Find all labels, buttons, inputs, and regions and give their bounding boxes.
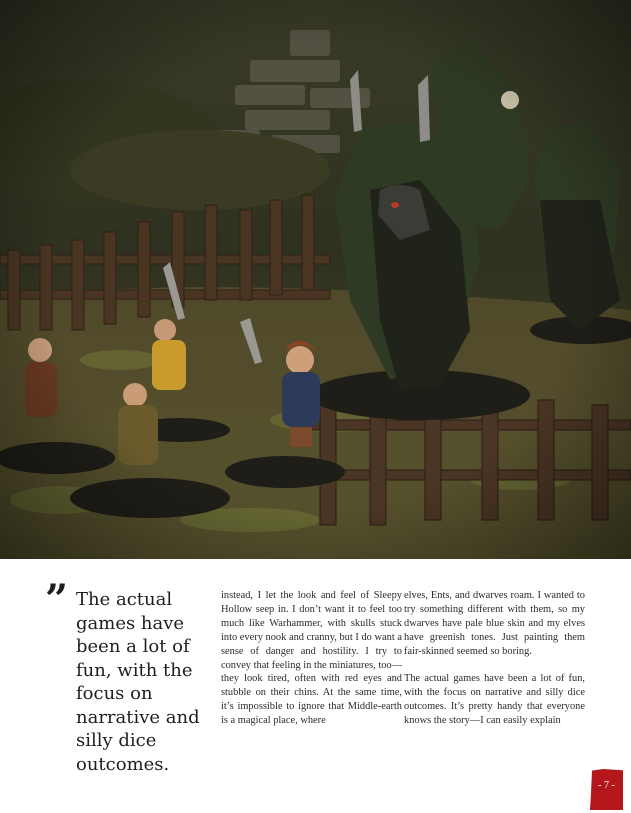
paragraph: instead, I let the look and feel of Sleepy Hollow seep in. I don’t want it to feel too much like Warhammer, with skulls stuck into every nook and cranny, but I do want a sense of danger and hostility. I try to convey that feeling in the miniatures, too—they look tired, often with red eyes and stubble on their chins. At the same time, it’s impossible to ignore that Middle-earth is a magical place, where <box>221 590 402 727</box>
paragraph: The actual games have been a lot of fun, with the focus on narrative and silly dice outcomes. It’s pretty handy that everyone knows the story—I can easily explain <box>404 673 585 727</box>
text-column-2 <box>404 589 585 742</box>
page-number: - 7 - <box>598 780 615 791</box>
paragraph: elves, Ents, and dwarves roam. I wanted to try something different with them, so my dwarves have pale blue skin and my elves have greenish tones. Just painting them fair-skinned seemed so boring. <box>404 590 585 657</box>
text-column-1 <box>221 589 402 742</box>
pull-quote: The actual games have been a lot of fun, with the focus on narrative and silly dice outcomes. <box>76 589 200 775</box>
pull-quote-mark: ” <box>45 576 69 623</box>
